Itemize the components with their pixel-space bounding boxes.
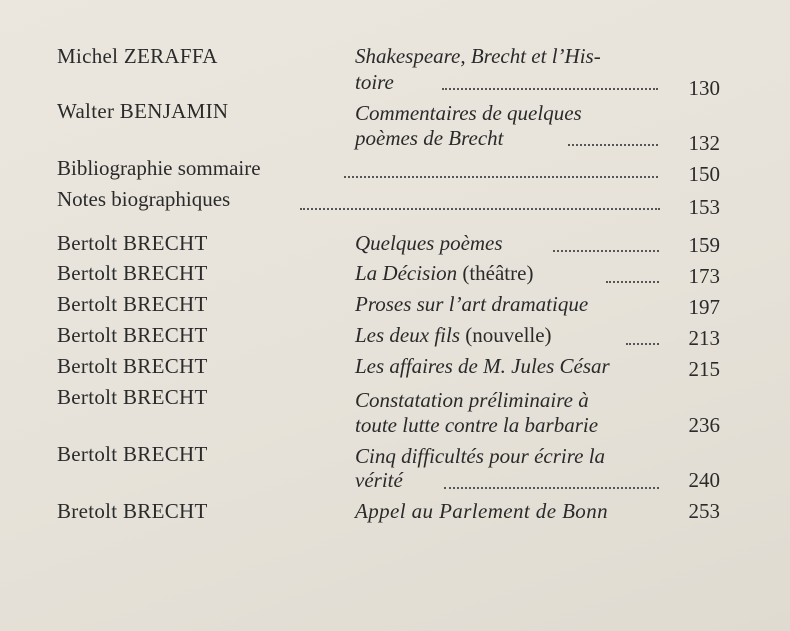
entry-page-number: 132 bbox=[688, 131, 720, 155]
entry-title-suffix: (nouvelle) bbox=[465, 323, 552, 347]
entry-title bbox=[355, 261, 533, 285]
entry-title-text: La Décision bbox=[355, 261, 458, 285]
entry-title bbox=[355, 323, 552, 347]
entry-author: Bertolt BRECHT bbox=[57, 323, 208, 347]
entry-author: Bertolt BRECHT bbox=[57, 292, 208, 316]
entry-page-number: 213 bbox=[688, 326, 720, 350]
entry-title-line2: toute lutte contre la barbarie bbox=[355, 413, 599, 437]
entry-title: Appel au Parlement de Bonn bbox=[355, 499, 609, 523]
entry-title-line2: toire bbox=[355, 70, 394, 94]
entry-author: Walter BENJAMIN bbox=[57, 99, 229, 123]
entry-title-line2: vérité bbox=[355, 468, 403, 492]
entry-author: Bertolt BRECHT bbox=[57, 385, 208, 409]
entry-author: Bertolt BRECHT bbox=[57, 261, 208, 285]
entry-section-title: Bibliographie sommaire bbox=[57, 156, 261, 180]
entry-page-number: 197 bbox=[688, 295, 720, 319]
entry-author: Michel ZERAFFA bbox=[57, 44, 218, 68]
entry-author: Bertolt BRECHT bbox=[57, 354, 208, 378]
leader-dots bbox=[442, 86, 658, 90]
leader-dots bbox=[344, 174, 658, 178]
entry-title: Proses sur l’art dramatique bbox=[355, 292, 589, 316]
entry-title-line1: Cinq difficultés pour écrire la bbox=[355, 444, 606, 468]
leader-dots bbox=[606, 279, 659, 283]
entry-title-line1: Commentaires de quelques bbox=[355, 101, 582, 125]
entry-title-line2: poèmes de Brecht bbox=[355, 126, 504, 150]
entry-page-number: 150 bbox=[688, 162, 720, 186]
entry-page-number: 173 bbox=[688, 264, 720, 288]
entry-page-number: 236 bbox=[688, 413, 720, 437]
entry-page-number: 159 bbox=[688, 233, 720, 257]
entry-page-number: 153 bbox=[688, 195, 720, 219]
entry-title-line1: Constatation préliminaire à bbox=[355, 388, 589, 412]
entry-page-number: 215 bbox=[688, 357, 720, 381]
entry-page-number: 253 bbox=[688, 499, 720, 523]
entry-author: Bertolt BRECHT bbox=[57, 231, 208, 255]
leader-dots bbox=[300, 206, 660, 210]
entry-section-title: Notes biographiques bbox=[57, 187, 231, 211]
entry-title: Quelques poèmes bbox=[355, 231, 503, 255]
leader-dots bbox=[568, 142, 658, 146]
leader-dots bbox=[626, 341, 659, 345]
entry-page-number: 130 bbox=[688, 76, 720, 100]
entry-title-text: Les deux fils bbox=[355, 323, 460, 347]
entry-title-suffix: (théâtre) bbox=[462, 261, 534, 285]
entry-title: Les affaires de M. Jules César bbox=[355, 354, 610, 378]
entry-author: Bretolt BRECHT bbox=[57, 499, 208, 523]
entry-title-line1: Shakespeare, Brecht et l’His- bbox=[355, 44, 601, 68]
entry-author: Bertolt BRECHT bbox=[57, 442, 208, 466]
leader-dots bbox=[553, 248, 659, 252]
leader-dots bbox=[444, 485, 659, 489]
entry-page-number: 240 bbox=[688, 468, 720, 492]
